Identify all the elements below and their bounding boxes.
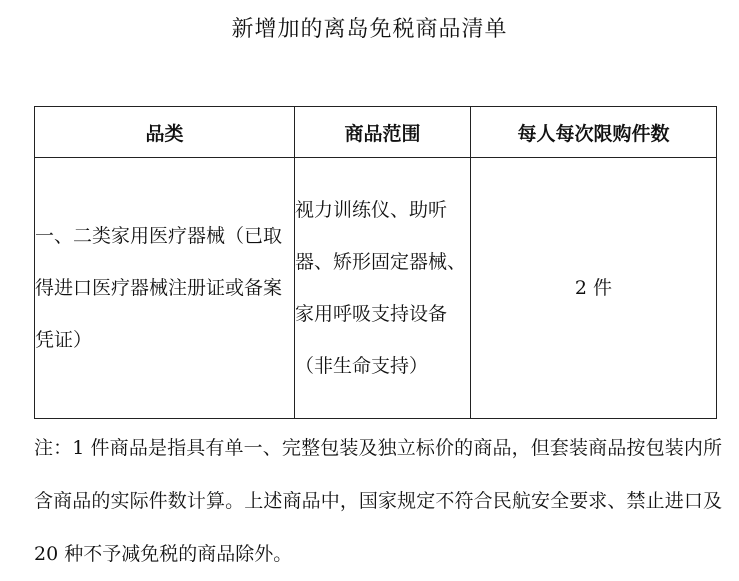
table-row [35,158,717,419]
page-title: 新增加的离岛免税商品清单 [231,17,508,42]
header-scope: 商品范围 [295,107,471,158]
cell-category: 一、二类家用医疗器械（已取得进口医疗器械注册证或备案凭证） [35,158,295,419]
cell-limit: 2 件 [471,158,717,419]
header-category: 品类 [35,107,295,158]
table-header-row [35,107,717,158]
goods-table [34,106,717,419]
cell-scope: 视力训练仪、助听器、矫形固定器械、家用呼吸支持设备（非生命支持） [295,158,471,419]
header-limit: 每人每次限购件数 [471,107,717,158]
footnote: 注：1 件商品是指具有单一、完整包装及独立标价的商品，但套装商品按包装内所含商品的实际件数计算。上述商品中，国家规定不符合民航安全要求、禁止进口及 20 种不予减免税的商品除外。 [34,437,722,565]
